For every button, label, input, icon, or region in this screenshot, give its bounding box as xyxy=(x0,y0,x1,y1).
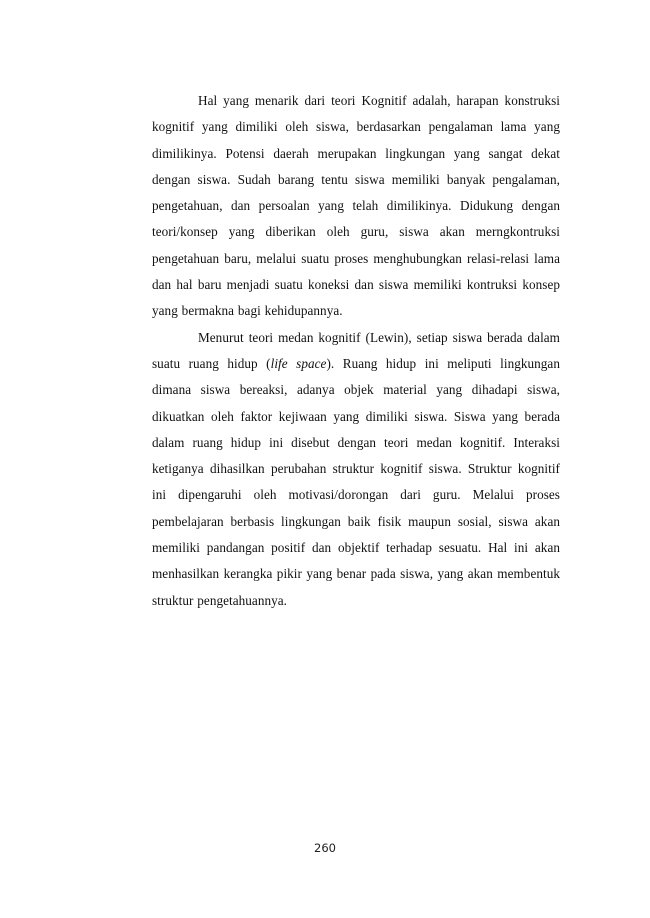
page-number: 260 xyxy=(314,841,336,855)
paragraph-cognitive-theory: Hal yang menarik dari teori Kognitif adalah, harapan konstruksi kognitif yang dimiliki oleh siswa, berdasarkan pengalaman lama yang dimilikinya. Potensi daerah merupakan lingkungan yang sangat dekat dengan siswa. Sudah barang tentu siswa memiliki banyak pengalaman, pengetahuan, dan persoalan yang telah dimilikinya. Didukung dengan teori/konsep yang diberikan oleh guru, siswa akan merngkontruksi pengetahuan baru, melalui suatu proses menghubungkan relasi-relasi lama dan hal baru menjadi suatu koneksi dan siswa memiliki kontruksi konsep yang bermakna bagi kehidupannya. xyxy=(152,93,560,319)
body-text xyxy=(152,88,560,614)
paragraph-field-theory xyxy=(152,325,560,614)
paragraph-field-theory-part-1: Menurut teori medan kognitif (Lewin), setiap siswa berada dalam suatu ruang hidup ( xyxy=(152,329,560,371)
paragraph-field-theory-part-2: ). Ruang hidup ini meliputi lingkungan dimana siswa bereaksi, adanya objek material yang dihadapi siswa, dikuatkan oleh faktor kejiwaan yang dimiliki siswa. Siswa yang berada dalam ruang hidup ini disebut dengan teori medan kognitif. Interaksi ketiganya dihasilkan perubahan struktur kognitif siswa. Struktur kognitif ini dipengaruhi oleh motivasi/dorongan dari guru. Melalui proses pembelajaran berbasis lingkungan baik fisik maupun sosial, siswa akan memiliki pandangan positif dan objektif terhadap sesuatu. Hal ini akan menhasilkan kerangka pikir yang benar pada siswa, yang akan membentuk struktur pengetahuannya. xyxy=(152,355,560,608)
life-space-term: life space xyxy=(270,355,327,371)
